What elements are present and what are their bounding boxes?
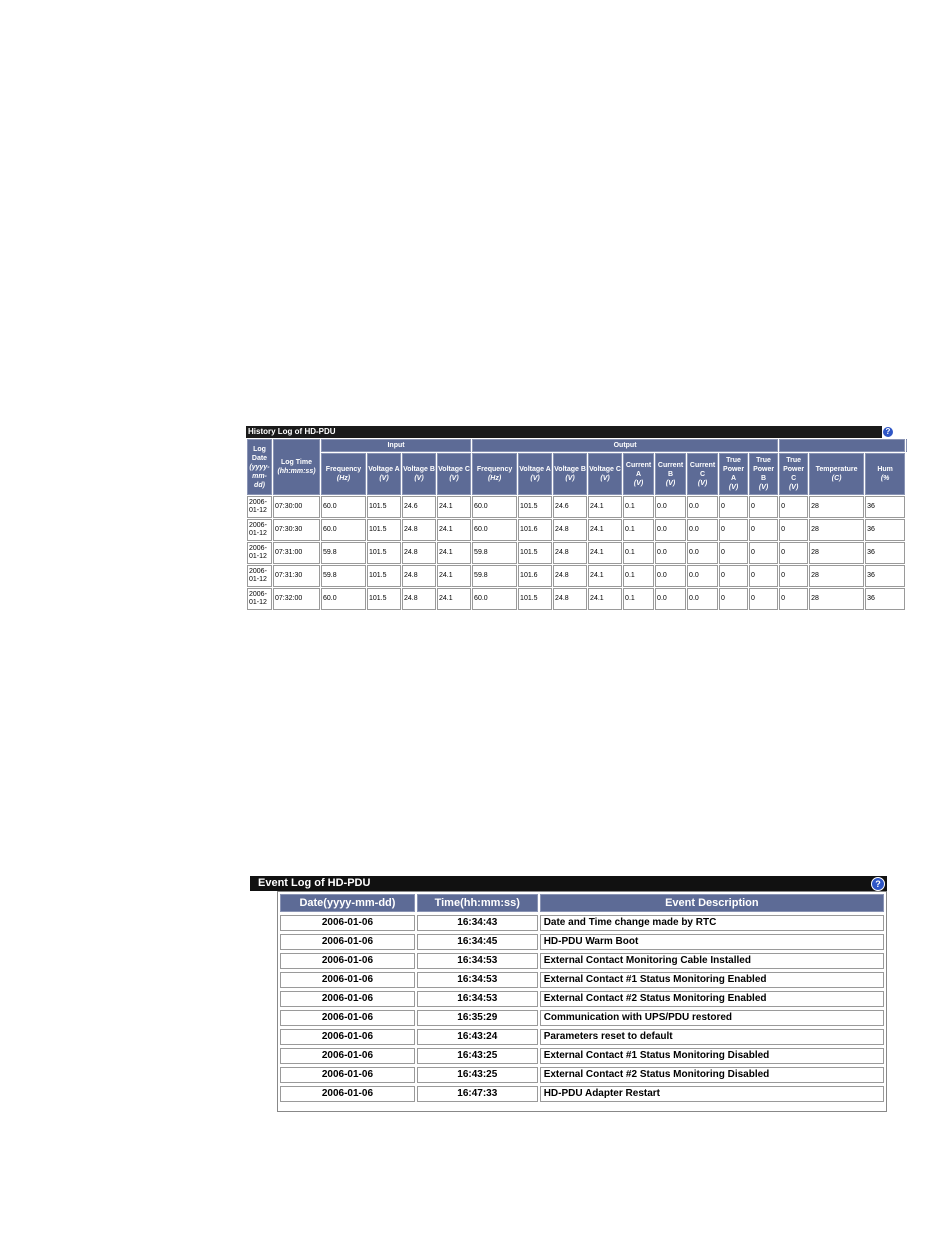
col-output-voltage-a-label: Voltage A <box>519 466 551 473</box>
col-log-time <box>273 439 320 495</box>
table-cell: 101.5 <box>518 542 552 564</box>
col-output-voltage-b <box>553 453 587 495</box>
table-cell: 24.1 <box>437 519 471 541</box>
event-date: 2006-01-06 <box>280 972 415 988</box>
table-cell: 59.8 <box>321 542 366 564</box>
history-log-titlebar <box>246 426 891 438</box>
table-cell: 24.1 <box>437 588 471 610</box>
table-cell: 24.1 <box>437 496 471 518</box>
table-cell: 0.0 <box>687 542 718 564</box>
table-cell: 60.0 <box>321 588 366 610</box>
col-input-voltage-a-label: Voltage A <box>368 466 400 473</box>
table-cell: 101.5 <box>518 496 552 518</box>
col-true-power-c-label: True Power C <box>783 457 805 482</box>
table-cell: 0 <box>749 565 778 587</box>
table-cell: 0 <box>779 588 808 610</box>
table-cell: 60.0 <box>472 519 517 541</box>
event-description: External Contact #1 Status Monitoring Enabled <box>540 972 884 988</box>
event-description: External Contact #2 Status Monitoring Enabled <box>540 991 884 1007</box>
event-time: 16:43:25 <box>417 1048 538 1064</box>
col-output-voltage-c <box>588 453 622 495</box>
col-input-voltage-c <box>437 453 471 495</box>
table-cell: 0.0 <box>687 588 718 610</box>
history-log-panel <box>246 426 923 622</box>
col-input-voltage-b-label: Voltage B <box>403 466 435 473</box>
table-cell: 0.1 <box>623 565 654 587</box>
col-humidity-label: Hum <box>877 466 893 473</box>
list-item <box>280 915 884 931</box>
table-cell: 24.8 <box>553 565 587 587</box>
event-description: External Contact #1 Status Monitoring Disabled <box>540 1048 884 1064</box>
event-description: HD-PDU Warm Boot <box>540 934 884 950</box>
col-input-voltage-c-unit: (V) <box>449 475 459 482</box>
table-cell: 0 <box>719 496 748 518</box>
table-cell: 0.1 <box>623 496 654 518</box>
table-cell: 24.1 <box>588 519 622 541</box>
col-temperature <box>809 453 864 495</box>
col-input-frequency <box>321 453 366 495</box>
table-cell: 0 <box>749 519 778 541</box>
col-true-power-a <box>719 453 748 495</box>
table-cell: 0 <box>779 542 808 564</box>
table-cell: 36 <box>865 565 905 587</box>
table-cell: 0.0 <box>687 496 718 518</box>
event-description: Parameters reset to default <box>540 1029 884 1045</box>
col-output-voltage-c-label: Voltage C <box>589 466 621 473</box>
event-description: Communication with UPS/PDU restored <box>540 1010 884 1026</box>
event-log-table <box>278 891 886 1105</box>
event-log-panel <box>250 876 887 1112</box>
table-cell: 0.0 <box>655 565 686 587</box>
table-cell: 101.5 <box>367 565 401 587</box>
event-time: 16:34:53 <box>417 991 538 1007</box>
table-cell: 0 <box>719 519 748 541</box>
table-cell: 59.8 <box>472 565 517 587</box>
table-cell: 59.8 <box>321 565 366 587</box>
table-cell: 0 <box>749 588 778 610</box>
col-temperature-label: Temperature <box>815 466 858 473</box>
group-output: Output <box>472 439 778 452</box>
table-cell: 24.6 <box>402 496 436 518</box>
table-cell: 24.8 <box>402 542 436 564</box>
table-cell: 0 <box>779 565 808 587</box>
col-output-voltage-c-unit: (V) <box>600 475 610 482</box>
col-input-voltage-a-unit: (V) <box>379 475 389 482</box>
table-cell: 24.8 <box>553 542 587 564</box>
col-input-voltage-a <box>367 453 401 495</box>
list-item <box>280 991 884 1007</box>
table-cell: 24.8 <box>553 588 587 610</box>
event-date: 2006-01-06 <box>280 915 415 931</box>
col-current-b-label: Current B <box>657 461 684 478</box>
event-date: 2006-01-06 <box>280 1048 415 1064</box>
table-cell: 07:30:00 <box>273 496 320 518</box>
table-cell: 101.5 <box>518 588 552 610</box>
col-true-power-b-label: True Power B <box>753 457 775 482</box>
table-cell: 0 <box>719 542 748 564</box>
col-true-power-b <box>749 453 778 495</box>
table-cell: 101.5 <box>367 496 401 518</box>
table-cell: 24.1 <box>588 496 622 518</box>
col-log-date <box>247 439 272 495</box>
table-cell: 101.5 <box>367 588 401 610</box>
table-cell: 36 <box>865 588 905 610</box>
table-row <box>247 519 907 541</box>
table-cell: 101.6 <box>518 565 552 587</box>
event-time: 16:34:45 <box>417 934 538 950</box>
table-cell: 24.8 <box>402 588 436 610</box>
event-date: 2006-01-06 <box>280 1029 415 1045</box>
group-emp: EMP <box>906 439 907 452</box>
table-cell: 0.0 <box>655 519 686 541</box>
table-cell: 60.0 <box>472 588 517 610</box>
col-log-date-label: Log Date <box>251 445 268 462</box>
col-input-frequency-unit: (Hz) <box>336 475 351 482</box>
col-current-c-unit: (V) <box>697 479 708 487</box>
table-cell: 24.6 <box>553 496 587 518</box>
table-row <box>247 496 907 518</box>
event-log-body <box>277 891 887 1112</box>
table-cell: 0.0 <box>687 565 718 587</box>
col-output-voltage-a <box>518 453 552 495</box>
table-cell: 101.5 <box>367 542 401 564</box>
event-time: 16:35:29 <box>417 1010 538 1026</box>
table-cell: 2006-01-12 <box>247 519 272 541</box>
col-output-voltage-b-unit: (V) <box>565 475 575 482</box>
col-current-a <box>623 453 654 495</box>
event-time: 16:43:24 <box>417 1029 538 1045</box>
col-output-voltage-a-unit: (V) <box>530 475 540 482</box>
list-item <box>280 1029 884 1045</box>
table-cell: 0 <box>749 496 778 518</box>
col-current-c-label: Current C <box>689 461 716 478</box>
event-time: 16:34:43 <box>417 915 538 931</box>
col-true-power-c-unit: (V) <box>788 484 799 491</box>
col-current-a-label: Current A <box>625 461 652 478</box>
event-date: 2006-01-06 <box>280 1067 415 1083</box>
col-current-a-unit: (V) <box>633 479 644 487</box>
history-log-title: History Log of HD-PDU <box>248 427 336 436</box>
col-log-date-format: (yyyy-mm-dd) <box>249 463 270 489</box>
table-cell: 36 <box>865 542 905 564</box>
col-humidity <box>865 453 905 495</box>
table-cell: 2006-01-12 <box>247 542 272 564</box>
history-log-table <box>246 438 923 611</box>
table-cell: 24.1 <box>437 542 471 564</box>
col-input-voltage-c-label: Voltage C <box>438 466 470 473</box>
table-cell: 24.8 <box>402 519 436 541</box>
group-output-power <box>779 439 905 452</box>
event-time: 16:34:53 <box>417 953 538 969</box>
table-cell: 0.0 <box>655 588 686 610</box>
col-humidity-unit: (% <box>880 475 890 482</box>
event-log-title: Event Log of HD-PDU <box>258 877 371 889</box>
col-output-frequency-label: Frequency <box>476 466 513 473</box>
table-cell: 24.1 <box>588 565 622 587</box>
col-true-power-c <box>779 453 808 495</box>
col-date[interactable]: Date(yyyy-mm-dd) <box>280 894 415 912</box>
event-date: 2006-01-06 <box>280 934 415 950</box>
event-time: 16:43:25 <box>417 1067 538 1083</box>
table-cell: 28 <box>809 542 864 564</box>
table-cell: 07:30:30 <box>273 519 320 541</box>
help-icon[interactable]: ? <box>882 426 894 438</box>
table-cell: 24.1 <box>588 542 622 564</box>
col-true-power-a-unit: (V) <box>728 484 739 491</box>
table-cell: 24.1 <box>588 588 622 610</box>
table-cell: 60.0 <box>321 496 366 518</box>
table-cell: 24.8 <box>402 565 436 587</box>
table-cell: 28 <box>809 519 864 541</box>
table-cell: 36 <box>865 496 905 518</box>
table-cell: 0.0 <box>655 496 686 518</box>
table-cell: 0 <box>779 496 808 518</box>
event-log-titlebar <box>250 876 887 891</box>
col-temperature-unit: (C) <box>831 475 842 482</box>
event-date: 2006-01-06 <box>280 991 415 1007</box>
table-cell: 0.1 <box>623 542 654 564</box>
list-item <box>280 934 884 950</box>
col-true-power-a-label: True Power A <box>723 457 745 482</box>
col-output-voltage-b-label: Voltage B <box>554 466 586 473</box>
event-time: 16:34:53 <box>417 972 538 988</box>
event-description: External Contact Monitoring Cable Installed <box>540 953 884 969</box>
event-description: External Contact #2 Status Monitoring Disabled <box>540 1067 884 1083</box>
col-input-voltage-b-unit: (V) <box>414 475 424 482</box>
list-item <box>280 1086 884 1102</box>
table-cell: 0 <box>779 519 808 541</box>
list-item <box>280 1048 884 1064</box>
table-cell: 28 <box>809 565 864 587</box>
table-cell: 0 <box>749 542 778 564</box>
list-item <box>280 1067 884 1083</box>
col-output-frequency <box>472 453 517 495</box>
table-cell: 2006-01-12 <box>247 565 272 587</box>
table-row <box>247 565 907 587</box>
list-item <box>280 953 884 969</box>
col-output-frequency-unit: (Hz) <box>487 475 502 482</box>
col-time[interactable]: Time(hh:mm:ss) <box>417 894 538 912</box>
table-cell: 0 <box>719 565 748 587</box>
event-description: HD-PDU Adapter Restart <box>540 1086 884 1102</box>
event-date: 2006-01-06 <box>280 953 415 969</box>
table-cell: 07:31:30 <box>273 565 320 587</box>
table-cell: 2006-01-12 <box>247 588 272 610</box>
col-input-frequency-label: Frequency <box>325 466 362 473</box>
table-cell: 101.5 <box>367 519 401 541</box>
table-cell: 101.6 <box>518 519 552 541</box>
table-cell: 0.0 <box>687 519 718 541</box>
col-true-power-b-unit: (V) <box>758 484 769 491</box>
list-item <box>280 1010 884 1026</box>
col-current-b-unit: (V) <box>665 479 676 487</box>
event-time: 16:47:33 <box>417 1086 538 1102</box>
col-log-time-label: Log Time <box>281 459 312 466</box>
table-cell: 36 <box>865 519 905 541</box>
table-cell: 60.0 <box>472 496 517 518</box>
group-input: Input <box>321 439 471 452</box>
table-cell: 28 <box>809 588 864 610</box>
table-cell: 59.8 <box>472 542 517 564</box>
help-icon[interactable]: ? <box>871 877 885 891</box>
table-cell: 0 <box>719 588 748 610</box>
event-description: Date and Time change made by RTC <box>540 915 884 931</box>
table-cell: 07:32:00 <box>273 588 320 610</box>
table-cell: 0.1 <box>623 588 654 610</box>
col-current-b <box>655 453 686 495</box>
table-cell: 07:31:00 <box>273 542 320 564</box>
event-date: 2006-01-06 <box>280 1010 415 1026</box>
table-cell: 2006-01-12 <box>247 496 272 518</box>
table-cell: 0.1 <box>623 519 654 541</box>
table-cell: 28 <box>809 496 864 518</box>
col-input-voltage-b <box>402 453 436 495</box>
list-item <box>280 972 884 988</box>
table-row <box>247 542 907 564</box>
table-cell: 24.1 <box>437 565 471 587</box>
table-cell: 60.0 <box>321 519 366 541</box>
col-log-time-format: (hh:mm:ss) <box>277 468 316 475</box>
table-cell: 24.8 <box>553 519 587 541</box>
event-date: 2006-01-06 <box>280 1086 415 1102</box>
col-current-c <box>687 453 718 495</box>
col-event-description[interactable]: Event Description <box>540 894 884 912</box>
table-row <box>247 588 907 610</box>
table-cell: 0.0 <box>655 542 686 564</box>
